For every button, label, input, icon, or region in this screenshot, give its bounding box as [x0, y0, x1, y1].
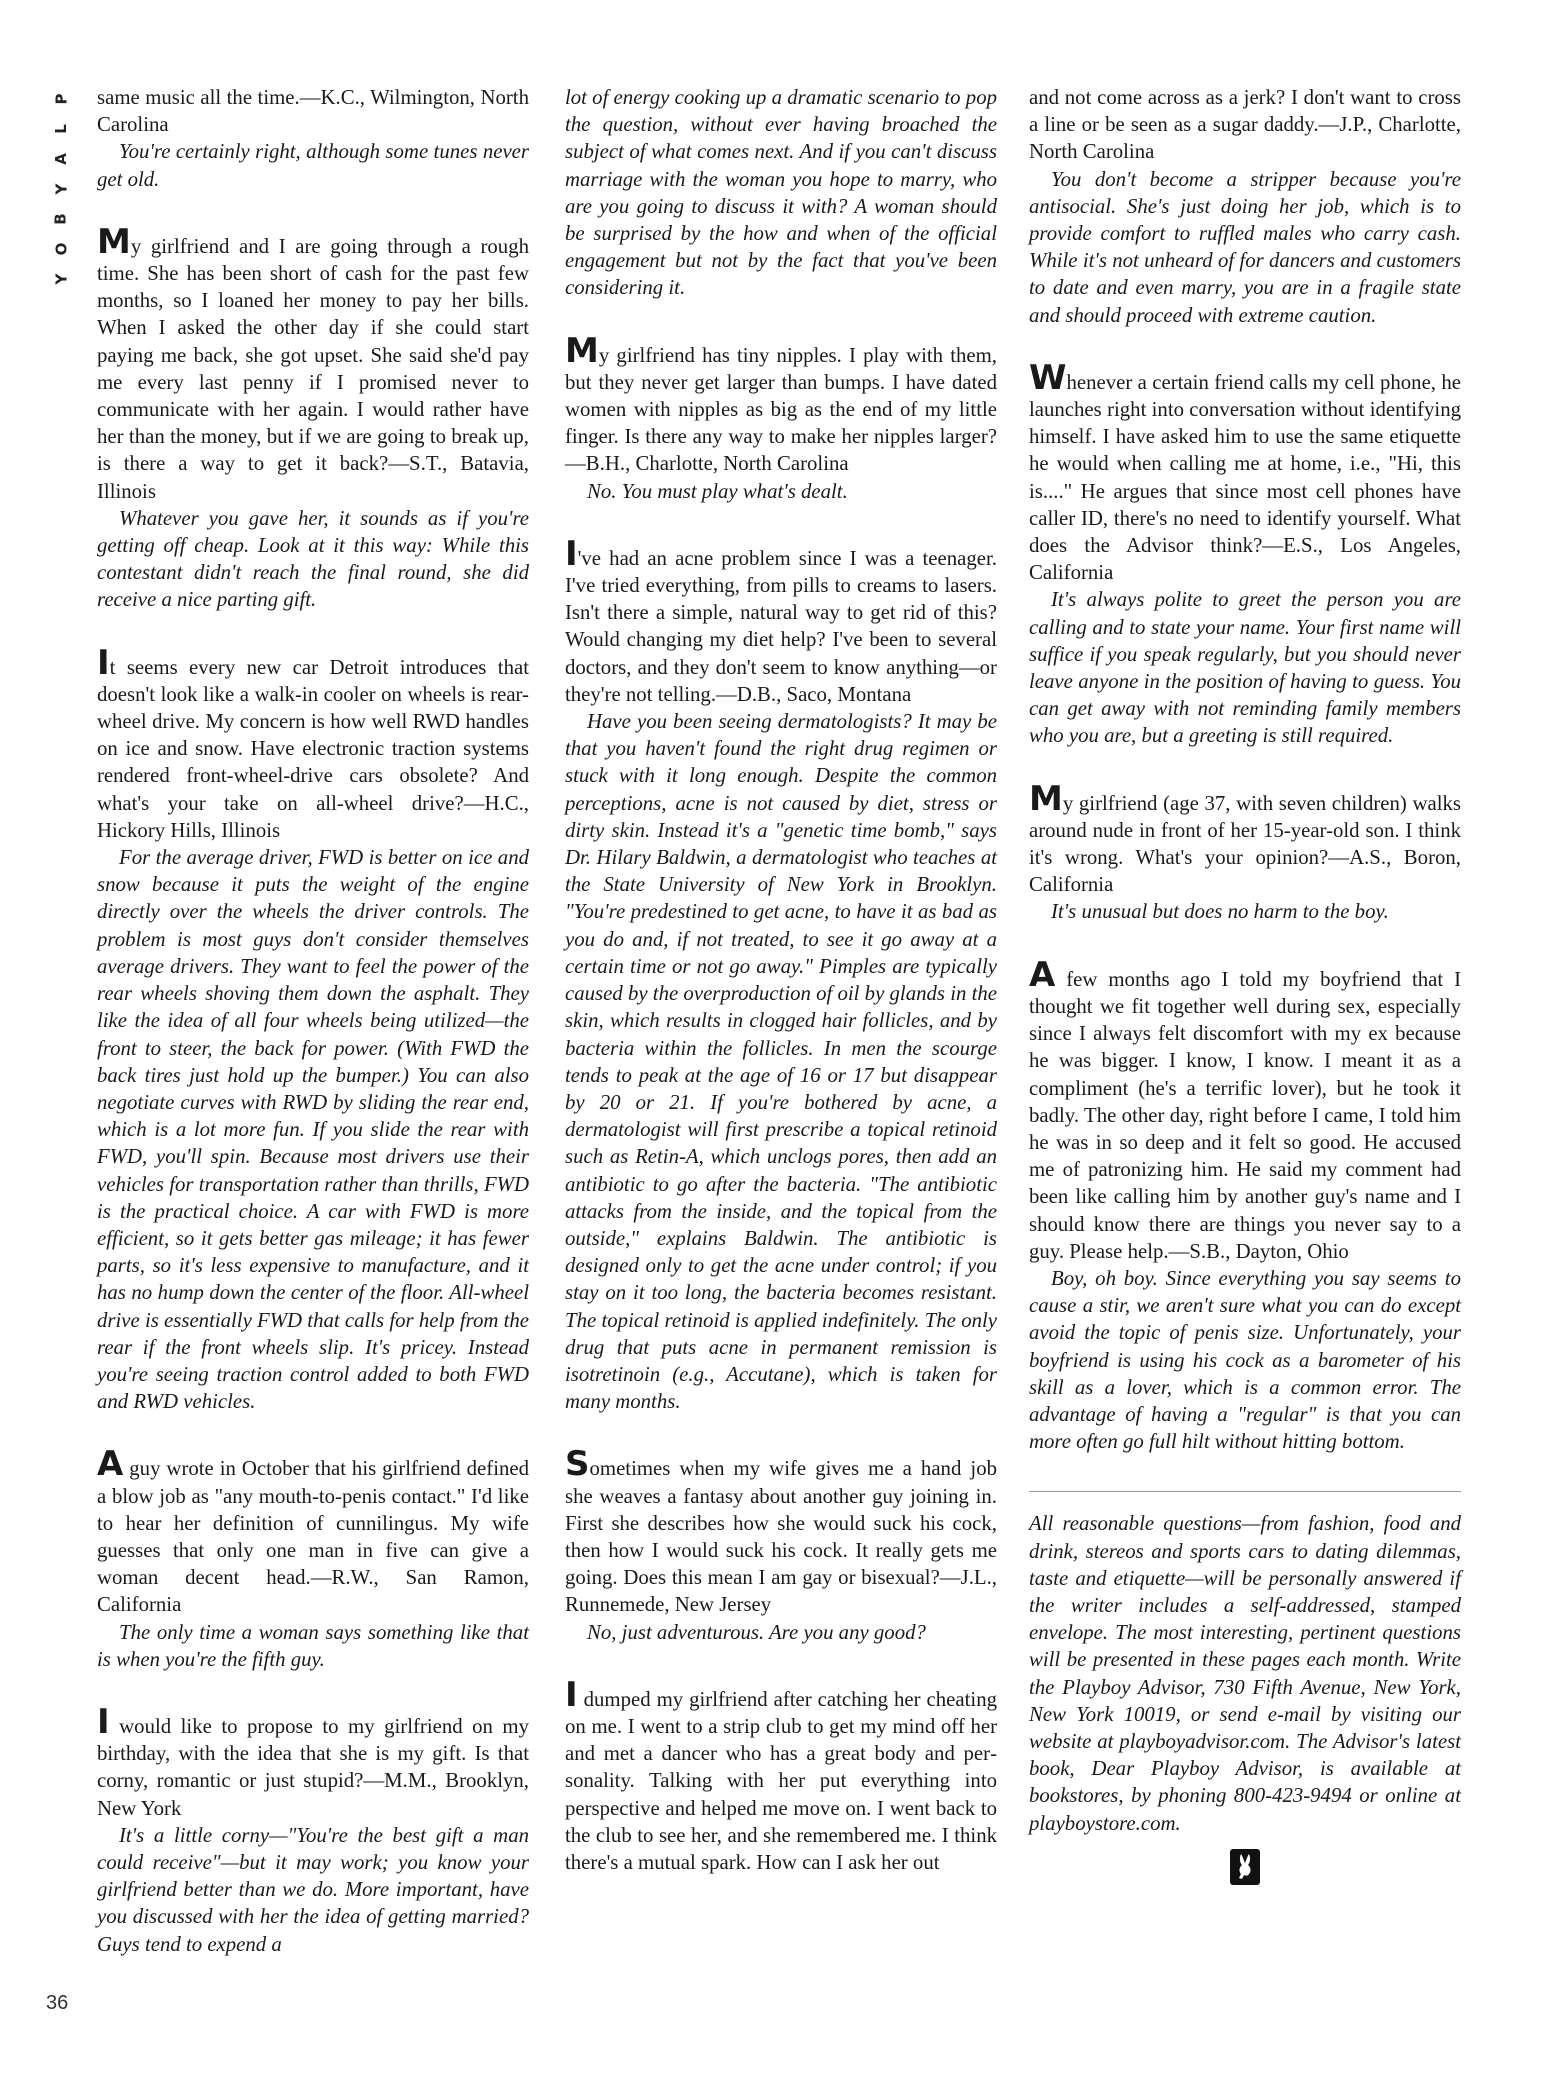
letter-question — [565, 1444, 997, 1618]
advisor-answer: It's always polite to greet the person you are calling and to state your name. Your first name will suffice if you speak regularly, but you should never leave anyone in the position of having to guess. You can get away with not reminding family members who you are, but a greeting is still required. — [1029, 588, 1461, 748]
advisor-answer: lot of energy cooking up a dramatic scenario to pop the question, without ever having broached the subject of what comes next. And if you can't discuss marriage with the woman you hope to marry, who are you going to discuss it with? A woman should be surprised by the how and when of the official engagement but not by the fact that you've been considering it. — [565, 86, 997, 300]
drop-cap: A — [1029, 954, 1056, 995]
column-1 — [97, 84, 529, 1994]
letter-question — [97, 1701, 529, 1822]
question-text: y girlfriend and I are going through a rough time. She has been short of cash for the past few months, so I loaned her money to pay her bills. When I asked the other day if she could start paying me back, she got upset. She said she'd pay me every last penny if I promised never to communicate with her again. I would rather have her than the money, but if we are going to break up, is there a way to get it back?—S.T., Batavia, Illinois — [97, 234, 529, 503]
advisor-answer: You don't become a stripper because you're antisocial. She's just doing her job, which is to provide comfort to ruffled males who carry cash. While it's not unheard of for dancers and customers to date and even marry, you are in a fragile state and should proceed with extreme caution. — [1029, 167, 1461, 327]
advisor-answer: You're certainly right, although some tunes never get old. — [97, 140, 529, 191]
advisor-answer: For the average driver, FWD is better on ice and snow because it puts the weight of the engine directly over the wheels the driver controls. The problem is most guys don't consider themselves average drivers. They want to feel the power of the rear wheels shoving them down the asphalt. They like the idea of all four wheels being utilized—the front to steer, the back for power. (With FWD the back tires just hold up the bumper.) You can also negotiate curves with RWD by sliding the rear end, which is a lot more fun. If you slide the rear with FWD, you'll spin. Because most drivers use their vehicles for transportation rather than thrills, FWD is the practical choice. A car with FWD is more efficient, so it gets better gas mileage; it has fewer parts, so it's less expensive to manufacture, and it has no hump down the center of the floor. All-wheel drive is essentially FWD that calls for help from the rear if the front wheels slip. It's pricey. Instead you're seeing traction control added to both FWD and RWD vehicles. — [97, 846, 529, 1414]
masthead-letter: Y — [52, 183, 70, 195]
column-3 — [1029, 84, 1461, 1885]
letter-question — [97, 84, 529, 138]
question-text: same music all the time.—K.C., Wilmington, North Carolina — [97, 86, 529, 137]
masthead-letter: O — [51, 242, 70, 256]
question-text: dumped my girlfriend after catching her cheating on me. I went to a strip club to get my mind off her and met a dancer who has a great body and personality. Talking with her put everything into perspective and helped me move on. I went back to the club to see her, and she remembered me. I think there's a mutual spark. How can I ask her out — [565, 1687, 997, 1874]
masthead-letter: B — [52, 213, 70, 225]
letter-question — [97, 1444, 529, 1618]
drop-cap: I — [97, 642, 110, 683]
column-3-letters — [1029, 84, 1461, 1455]
page-number: 36 — [46, 1992, 69, 2014]
letter-question — [565, 330, 997, 478]
question-text: few months ago I told my boyfriend that I thought we fit together well during sex, especially since I always felt discomfort with my ex because he was bigger. I know, I know. I meant it as a compliment (he's a terrific lover), but he took it badly. The other day, right before I came, I told him he was in so deep and it felt so good. He accused me of patronizing him. He said my comment had been like calling him by another guy's name and I should know there are things you never say to a guy. Please help.—S.B., Dayton, Ohio — [1029, 967, 1461, 1263]
question-text: henever a certain friend calls my cell phone, he launches right into conversation without identifying himself. I have asked him to use the same etiquette he would when calling me at home, i.e., "Hi, this is...." He argues that since most cell phones have caller ID, there's no need to identify yourself. What does the Advisor think?—E.S., Los Angeles, California — [1029, 370, 1461, 585]
drop-cap: I — [565, 533, 578, 574]
letter-question — [97, 221, 529, 505]
letter-question — [565, 533, 997, 708]
rabbit-head-icon — [1230, 1849, 1260, 1885]
drop-cap: M — [97, 221, 131, 262]
question-text: ometimes when my wife gives me a hand job she weaves a fantasy about another guy joining in. First she describes how she would suck his cock, then how I would suck his cock. It really gets me going. Does this mean I am gay or bisexual?—J.L., Runnemede, New Jersey — [565, 1457, 997, 1617]
drop-cap: I — [97, 1701, 110, 1742]
masthead-letter: L — [52, 124, 70, 134]
letter-question — [1029, 778, 1461, 899]
column-2 — [565, 84, 997, 1876]
masthead-letter: P — [52, 93, 70, 105]
advisor-answer: No. You must play what's dealt. — [587, 479, 848, 503]
divider — [1029, 1491, 1461, 1492]
question-text: y girlfriend (age 37, with seven children) walks around nude in front of her 15-year-old son. I think it's wrong. What's your opinion?—A.S., Boron, California — [1029, 791, 1461, 897]
drop-cap: I — [565, 1674, 578, 1715]
drop-cap: W — [1029, 357, 1067, 398]
advisor-answer: It's a little corny—"You're the best gift a man could receive"—but it may work; you know your girlfriend better than we do. More important, have you discussed with her the idea of getting married? Guys tend to expend a — [97, 1823, 529, 1956]
question-text: y girlfriend has tiny nipples. I play with them, but they never get larger than bumps. I have dated women with nipples as big as the end of my little finger. Is there any way to make her nipples larger?—B.H., Charlotte, North Carolina — [565, 343, 997, 476]
masthead-letter: A — [51, 153, 70, 165]
question-text: and not come across as a jerk? I don't want to cross a line or be seen as a sugar daddy.—J.P., Charlotte, North Carolina — [1029, 86, 1461, 164]
masthead-letter: Y — [52, 273, 70, 285]
advisor-answer: No, just adventurous. Are you any good? — [587, 1620, 926, 1644]
advisor-answer: The only time a woman says something like that is when you're the fifth guy. — [97, 1620, 529, 1671]
drop-cap: A — [97, 1444, 124, 1485]
advisor-answer: It's unusual but does no harm to the boy. — [1051, 900, 1389, 924]
question-text: would like to propose to my girlfriend on my birthday, with the idea that she is my gift. Is that corny, romantic or just stupid?—M.M., Brooklyn, New York — [97, 1714, 529, 1820]
letter-question — [565, 1674, 997, 1876]
advisor-answer: Have you been seeing dermatologists? It may be that you haven't found the right drug regimen or stuck with it long enough. Despite the common perceptions, acne is not caused by diet, stress or dirty skin. Instead it's a "genetic time bomb," says Dr. Hilary Baldwin, a dermatologist who teaches at the State University of New York in Brooklyn. "You're predestined to get acne, to have it as bad as you do and, if not treated, to see it go away at a certain time or not go away." Pimples are typically caused by the overproduction of oil by glands in the skin, which results in clogged hair follicles, and by bacteria within the follicles. In men the scourge tends to peak at the age of 16 or 17 but disappear by 20 or 21. If you're bothered by acne, a dermatologist will first prescribe a topical retinoid such as Retin-A, which unclogs pores, then add an antibiotic to go after the bacteria. "The antibiotic attacks from the inside, and the topical from the outside," explains Baldwin. The antibiotic is designed only to get the acne under control; if you stay on it too long, the bacteria becomes resistant. The topical retinoid is applied indefinitely. The only drug that puts acne in permanent remission is isotretinoin (e.g., Accutane), which is taken for many months. — [565, 710, 997, 1414]
advisor-answer: Whatever you gave her, it sounds as if you're getting off cheap. Look at it this way: While this contestant didn't reach the final round, she did receive a nice parting gift. — [97, 506, 529, 612]
letter-question — [1029, 954, 1461, 1265]
drop-cap: S — [565, 1444, 590, 1485]
drop-cap: M — [1029, 778, 1063, 819]
drop-cap: M — [565, 330, 599, 371]
question-text: guy wrote in October that his girlfriend defined a blow job as "any mouth-to-penis contact." I'd like to hear her definition of cunnilingus. My wife guesses that only one man in five can give a woman decent head.—R.W., San Ramon, California — [97, 1457, 529, 1617]
letter-question — [1029, 84, 1461, 166]
closing-note: All reasonable questions—from fashion, food and drink, stereos and sports cars to dating dilemmas, taste and etiquette—will be personally answered if the writer includes a self-addressed, stamped envelope. The most interesting, pertinent questions will be presented in these pages each month. Write the Playboy Advisor, 730 Fifth Avenue, New York, New York 10019, or send e-mail by visiting our website at playboyadvisor.com. The Advisor's latest book, Dear Playboy Advisor, is available at bookstores, by phoning 800-423-9494 or online at playboystore.com. — [1029, 1512, 1461, 1835]
letter-question — [97, 642, 529, 844]
question-text: 've had an acne problem since I was a teenager. I've tried everything, from pills to creams to lasers. Isn't there a simple, natural way to get rid of this? Would changing my diet help? I've been to several doctors, and they don't seem to know anything—or they're not telling.—D.B., Saco, Montana — [565, 546, 997, 706]
question-text: t seems every new car Detroit introduces that doesn't look like a walk-in cooler on wheels is rear-wheel drive. My concern is how well RWD handles on ice and snow. Have electronic traction systems rendered front-wheel-drive cars obsolete? And what's your take on all-wheel drive?—H.C., Hickory Hills, Illinois — [97, 655, 529, 842]
letter-question — [1029, 357, 1461, 587]
masthead-vertical — [48, 84, 74, 294]
advisor-answer: Boy, oh boy. Since everything you say seems to cause a stir, we aren't sure what you can do except avoid the topic of penis size. Unfortunately, your boyfriend is using his cock as a barometer of his skill as a lover, which is a common error. The advantage of having a "regular" is that you can more often go full hilt without hitting bottom. — [1029, 1266, 1461, 1454]
